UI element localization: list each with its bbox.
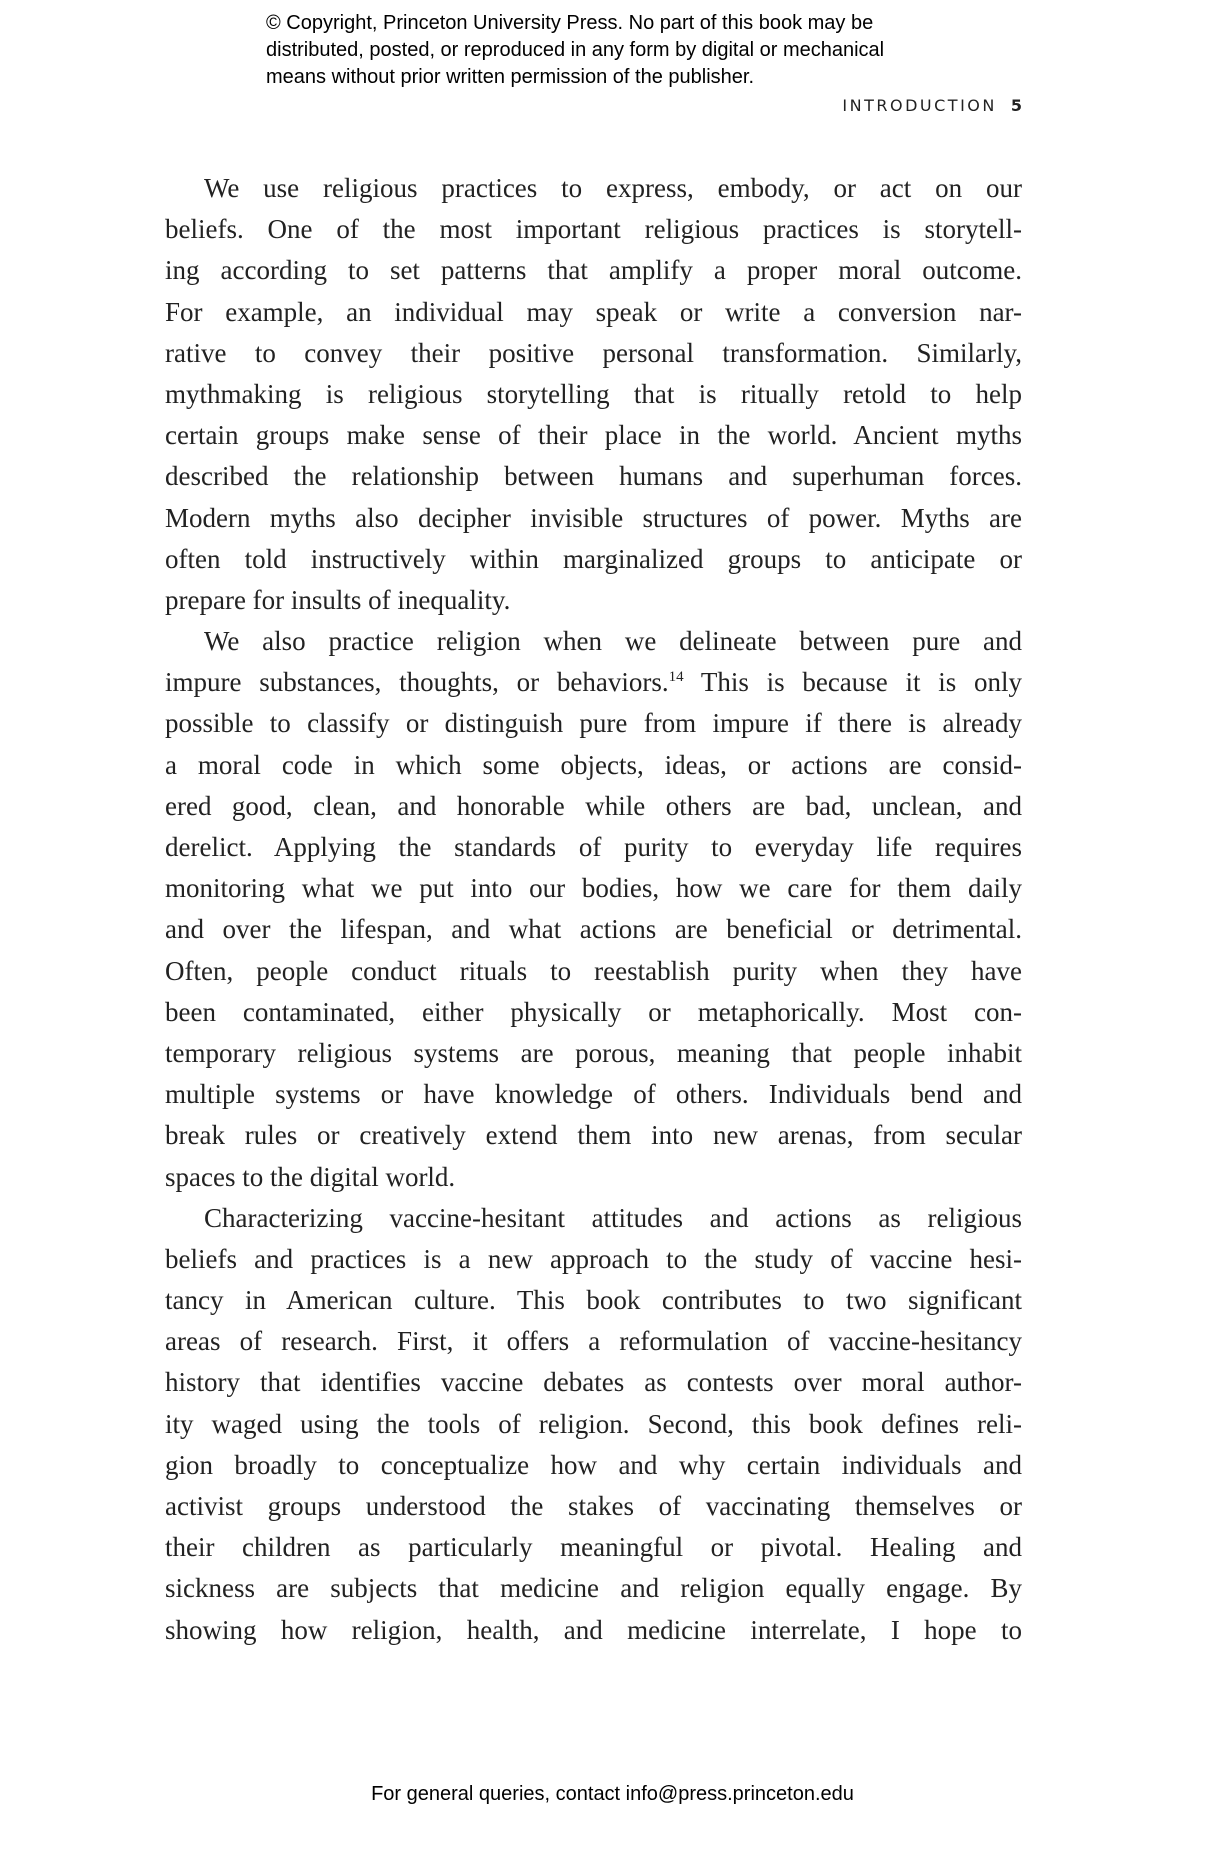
footnote-ref[interactable]: 14 [668, 669, 684, 686]
text-line: been contaminated, either physically or metaphorically. Most con- [165, 996, 1022, 1027]
text-line: rative to convey their positive personal transformation. Similarly, [165, 337, 1022, 368]
footer-contact: For general queries, contact info@press.princeton.edu [371, 1783, 854, 1805]
text-line: Modern myths also decipher invisible structures of power. Myths are [165, 502, 1022, 533]
text-line: a moral code in which some objects, ideas, or actions are consid- [165, 749, 1022, 780]
paragraph-1 [165, 168, 1022, 621]
text-line [165, 662, 1022, 703]
text-line: multiple systems or have knowledge of others. Individuals bend and [165, 1079, 1022, 1110]
paragraph-3 [165, 1198, 1022, 1651]
page-number: 5 [1010, 96, 1022, 115]
text-line: prepare for insults of inequality. [165, 584, 511, 615]
text-line: areas of research. First, it offers a reformulation of vaccine-hesitancy [165, 1326, 1022, 1357]
copyright-line: © Copyright, Princeton University Press. No part of this book may be [266, 12, 874, 34]
body-text [165, 168, 1022, 1651]
text-line: ity waged using the tools of religion. Second, this book defines reli- [165, 1408, 1022, 1439]
text-line: sickness are subjects that medicine and religion equally engage. By [165, 1573, 1022, 1604]
text-line: certain groups make sense of their place in the world. Ancient myths [165, 420, 1022, 451]
text-line: spaces to the digital world. [165, 1161, 456, 1192]
text-line: We also practice religion when we delineate between pure and [204, 626, 1022, 657]
paragraph-2 [165, 621, 1022, 1198]
text-line: possible to classify or distinguish pure from impure if there is already [165, 708, 1022, 739]
text-line: and over the lifespan, and what actions are beneficial or detrimental. [165, 914, 1022, 945]
text-line: break rules or creatively extend them into new arenas, from secular [165, 1120, 1022, 1151]
text-line: mythmaking is religious storytelling that is ritually retold to help [165, 378, 1022, 409]
text-line: history that identifies vaccine debates as contests over moral author- [165, 1367, 1022, 1398]
text-line: For example, an individual may speak or write a conversion nar- [165, 296, 1022, 327]
text-line: monitoring what we put into our bodies, how we care for them daily [165, 873, 1022, 904]
text-line: beliefs. One of the most important religious practices is storytell- [165, 214, 1022, 245]
text-line: Characterizing vaccine-hesitant attitudes and actions as religious [204, 1202, 1022, 1233]
copyright-notice [266, 10, 986, 91]
text-line: their children as particularly meaningful or pivotal. Healing and [165, 1532, 1022, 1563]
text-line: ered good, clean, and honorable while others are bad, unclean, and [165, 790, 1022, 821]
text-line: gion broadly to conceptualize how and why certain individuals and [165, 1449, 1022, 1480]
text-line: Often, people conduct rituals to reestablish purity when they have [165, 955, 1022, 986]
running-head [842, 96, 1022, 115]
text-line: activist groups understood the stakes of vaccinating themselves or [165, 1491, 1022, 1521]
text-line: temporary religious systems are porous, meaning that people inhabit [165, 1037, 1022, 1068]
text-line: tancy in American culture. This book contributes to two significant [165, 1285, 1022, 1316]
text-line: showing how religion, health, and medicine interrelate, I hope to [165, 1614, 1022, 1645]
copyright-line: means without prior written permission of the publisher. [266, 66, 755, 88]
text-line: described the relationship between humans and superhuman forces. [165, 461, 1022, 492]
text-line: ing according to set patterns that amplify a proper moral outcome. [165, 255, 1022, 286]
text-segment: This is because it is only [683, 667, 1022, 698]
running-head-section: INTRODUCTION [842, 96, 997, 115]
text-line: beliefs and practices is a new approach to the study of vaccine hesi- [165, 1243, 1022, 1274]
text-line: derelict. Applying the standards of purity to everyday life requires [165, 832, 1022, 862]
text-line: We use religious practices to express, embody, or act on our [204, 173, 1022, 203]
text-segment: impure substances, thoughts, or behaviors. [165, 667, 669, 698]
copyright-line: distributed, posted, or reproduced in any form by digital or mechanical [266, 39, 885, 61]
text-line: often told instructively within marginalized groups to anticipate or [165, 543, 1022, 574]
